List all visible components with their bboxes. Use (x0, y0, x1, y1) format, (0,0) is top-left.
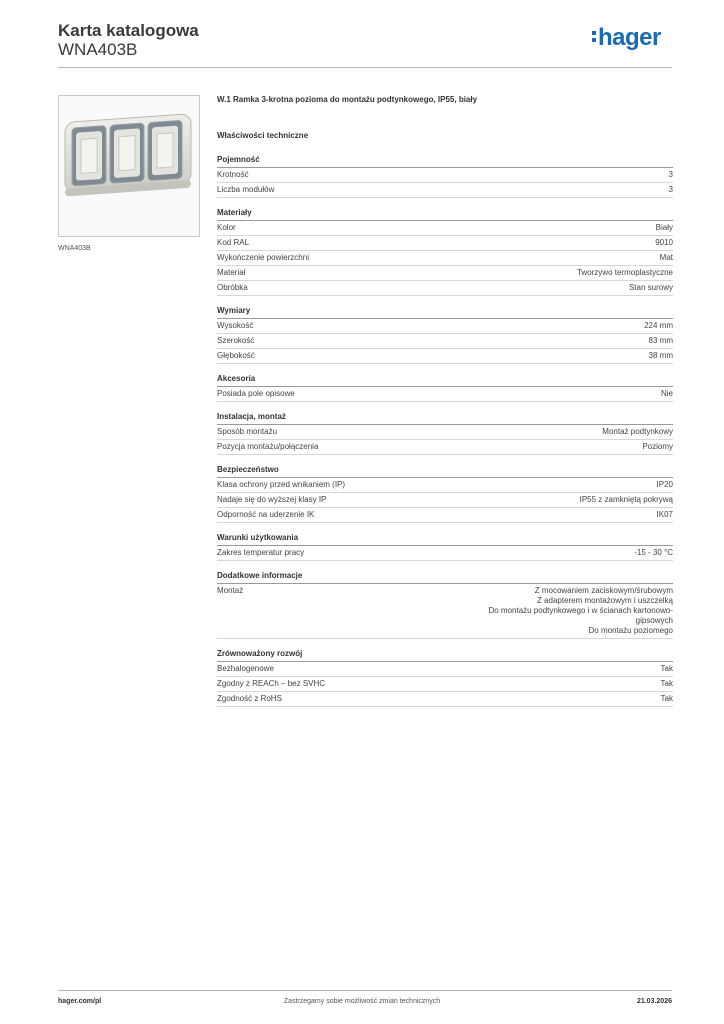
page-title: Karta katalogowa (58, 21, 199, 40)
hager-logo (592, 26, 661, 50)
spec-label: Zgodność z RoHS (217, 694, 282, 703)
spec-value: 38 mm (648, 351, 673, 360)
spec-value: Tak (660, 664, 673, 673)
spec-label: Montaż (217, 586, 244, 595)
spec-value: Tworzywo termoplastyczne (576, 268, 673, 277)
spec-row (217, 387, 673, 402)
spec-row (217, 478, 673, 493)
spec-value: 3 (668, 185, 673, 194)
spec-value: Montaż podtynkowy (602, 427, 673, 436)
spec-row (217, 546, 673, 561)
footer-date: 21.03.2026 (636, 998, 672, 1005)
spec-value: -15 - 30 °C (634, 548, 673, 557)
spec-row (217, 508, 673, 523)
spec-value: IP20 (656, 480, 673, 489)
spec-value-line: gipsowych (635, 616, 673, 625)
spec-value: 224 mm (644, 321, 673, 330)
spec-label: Kolor (217, 223, 236, 232)
spec-label: Nadaje się do wyższej klasy IP (217, 495, 327, 504)
spec-value: IP55 z zamkniętą pokrywą (579, 495, 673, 504)
frame-3-gang-icon (59, 96, 199, 236)
spec-row (217, 584, 673, 639)
spec-value: 83 mm (648, 336, 673, 345)
spec-group-title: Warunki użytkowania (217, 533, 673, 546)
spec-label: Klasa ochrony przed wnikaniem (IP) (217, 480, 346, 489)
spec-row (217, 221, 673, 236)
spec-group-title: Wymiary (217, 306, 673, 319)
spec-value-line: Z adapterem montażowym i uszczelką (536, 596, 673, 605)
product-title: W.1 Ramka 3-krotna pozioma do montażu podtynkowego, IP55, biały (217, 95, 478, 104)
spec-value: Mat (659, 253, 673, 262)
spec-label: Szerokość (217, 336, 255, 345)
spec-group-title: Dodatkowe informacje (217, 571, 673, 584)
spec-row (217, 493, 673, 508)
spec-group-title: Instalacja, montaż (217, 412, 673, 425)
spec-label: Pozycja montażu/połączenia (217, 442, 319, 451)
spec-row (217, 266, 673, 281)
spec-value: Nie (660, 389, 673, 398)
spec-group-title: Pojemność (217, 155, 673, 168)
spec-group (217, 306, 673, 364)
spec-value: Biały (655, 223, 673, 232)
spec-group (217, 374, 673, 402)
logo-text: hager (598, 24, 661, 51)
spec-group (217, 649, 673, 707)
spec-group (217, 208, 673, 296)
spec-label: Wykończenie powierzchni (217, 253, 309, 262)
footer-site-link[interactable]: hager.com/pl (58, 998, 102, 1005)
spec-row (217, 662, 673, 677)
product-code: WNA403B (58, 40, 138, 59)
spec-group (217, 465, 673, 523)
footer-disclaimer: Zastrzegamy sobie możliwość zmian technicznych (283, 998, 441, 1005)
spec-row (217, 692, 673, 707)
spec-label: Krotność (217, 170, 249, 179)
spec-group (217, 571, 673, 639)
spec-group-title: Zrównoważony rozwój (217, 649, 673, 662)
spec-label: Materiał (217, 268, 246, 277)
spec-label: Sposób montażu (217, 427, 278, 436)
spec-row (217, 251, 673, 266)
logo-colon-icon (592, 29, 596, 43)
spec-value-line: Do montażu podtynkowego i w ścianach kartonowo- (488, 606, 673, 615)
header-divider (58, 67, 672, 68)
spec-row (217, 334, 673, 349)
spec-value-line: Z mocowaniem zaciskowym/śrubowym (534, 586, 673, 595)
image-caption: WNA403B (58, 245, 91, 252)
spec-row (217, 183, 673, 198)
spec-label: Głębokość (217, 351, 255, 360)
spec-value: Stan surowy (628, 283, 673, 292)
section-title: Właściwości techniczne (217, 131, 309, 140)
spec-label: Obróbka (217, 283, 248, 292)
spec-label: Bezhalogenowe (217, 664, 274, 673)
spec-value (488, 584, 673, 638)
spec-value: 9010 (655, 238, 673, 247)
footer-divider (58, 990, 672, 991)
spec-value-line: Do montażu poziomego (588, 626, 673, 635)
spec-value: Tak (660, 679, 673, 688)
spec-row (217, 425, 673, 440)
spec-column (217, 95, 673, 707)
spec-value: Poziomy (642, 442, 673, 451)
spec-row (217, 349, 673, 364)
spec-row (217, 236, 673, 251)
spec-groups (217, 155, 673, 707)
spec-label: Kod RAL (217, 238, 250, 247)
spec-label: Wysokość (217, 321, 254, 330)
spec-group-title: Bezpieczeństwo (217, 465, 673, 478)
spec-label: Posiada pole opisowe (217, 389, 295, 398)
spec-row (217, 168, 673, 183)
spec-group (217, 412, 673, 455)
spec-value: IK07 (656, 510, 673, 519)
spec-label: Odporność na uderzenie IK (217, 510, 315, 519)
product-image (58, 95, 200, 237)
spec-label: Zgodny z REACh – bez SVHC (217, 679, 326, 688)
spec-value: 3 (668, 170, 673, 179)
spec-group (217, 533, 673, 561)
spec-row (217, 440, 673, 455)
spec-value: Tak (660, 694, 673, 703)
spec-group (217, 155, 673, 198)
spec-label: Liczba modułów (217, 185, 275, 194)
spec-row (217, 677, 673, 692)
spec-group-title: Materiały (217, 208, 673, 221)
spec-label: Zakres temperatur pracy (217, 548, 305, 557)
spec-row (217, 281, 673, 296)
spec-row (217, 319, 673, 334)
spec-group-title: Akcesoria (217, 374, 673, 387)
